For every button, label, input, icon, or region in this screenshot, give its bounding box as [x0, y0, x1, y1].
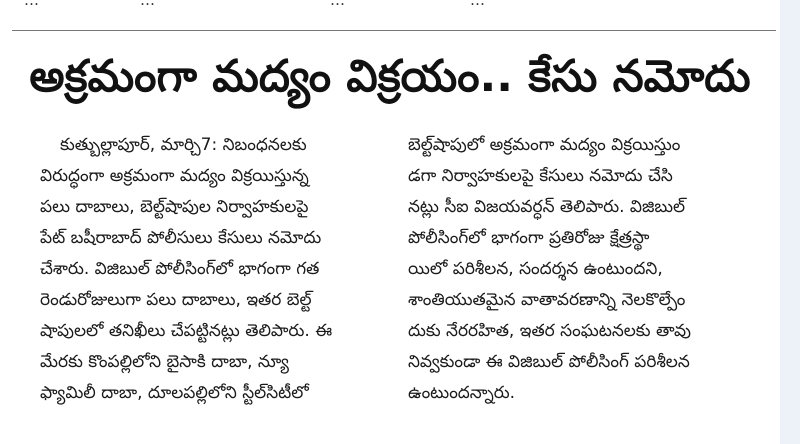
page-margin — [780, 0, 800, 444]
article-text-line: దుకు నేరరహిత, ఇతర సంఘటనలకు తావు — [408, 321, 691, 341]
section-divider — [12, 30, 776, 31]
article-headline: అక్రమంగా మద్యం విక్రయం.. కేసు నమోదు — [29, 51, 751, 102]
article-text-line: పోలీసింగ్‌లో భాగంగా ప్రతిరోజు క్షేత్రస్థా — [408, 228, 650, 248]
article-text-line: చేశారు. విజిబుల్ పోలీసింగ్‌లో భాగంగా గత — [40, 259, 320, 279]
article-text-line: ఉంటుందన్నారు. — [408, 383, 516, 403]
article-text-line: నట్లు సీఐ విజయవర్ధన్ తెలిపారు. విజిబుల్ — [408, 197, 686, 217]
cut-off-text-fragment: … — [140, 0, 155, 9]
article-text-line: శాంతియుతమైన వాతావరణాన్ని నెలకొల్పేం — [408, 290, 686, 310]
article-text-line: పేట్ బషీరాబాద్ పోలీసులు కేసులు నమోదు — [40, 228, 322, 248]
article-text-line: షాపులలో తనిఖీలు చేపట్టినట్లు తెలిపారు. ఈ — [40, 321, 333, 341]
cut-off-text-fragment: … — [330, 0, 345, 9]
cut-off-text-fragment: … — [24, 0, 39, 9]
article-column-right — [408, 130, 760, 409]
article-column-left — [40, 130, 392, 409]
article-text-line: విరుద్ధంగా అక్రమంగా మద్యం విక్రయిస్తున్న — [40, 166, 309, 186]
article-text-line: ఫ్యామిలీ దాబా, దూలపల్లిలోని స్టీల్‌సిటీలో — [40, 383, 309, 403]
article-text-line: రెండురోజులుగా పలు దాబాలు, ఇతర బెల్ట్ — [40, 290, 312, 310]
article-text-line: నివ్వకుండా ఈ విజిబుల్ పోలీసింగ్ పరిశీలన — [408, 352, 690, 372]
cut-off-text-fragment: … — [470, 0, 485, 9]
article-text-line: బెల్ట్‌షాపులో అక్రమంగా మద్యం విక్రయిస్తుం — [408, 135, 681, 155]
article-text-line: డగా నిర్వాహకులపై కేసులు నమోదు చేసి — [408, 166, 673, 186]
article-text-line: పలు దాబాలు, బెల్ట్‌షాపుల నిర్వాహకులపై — [40, 197, 309, 217]
article-text-line: యిలో పరిశీలన, సందర్శన ఉంటుందని, — [408, 259, 663, 279]
article-text-line: కుత్బుల్లాపూర్, మార్చి7: నిబంధనలకు — [60, 135, 307, 155]
article-text-line: మేరకు కొంపల్లిలోని బైసాకి దాబా, న్యూ — [40, 352, 289, 372]
cut-off-previous-text — [0, 0, 780, 12]
